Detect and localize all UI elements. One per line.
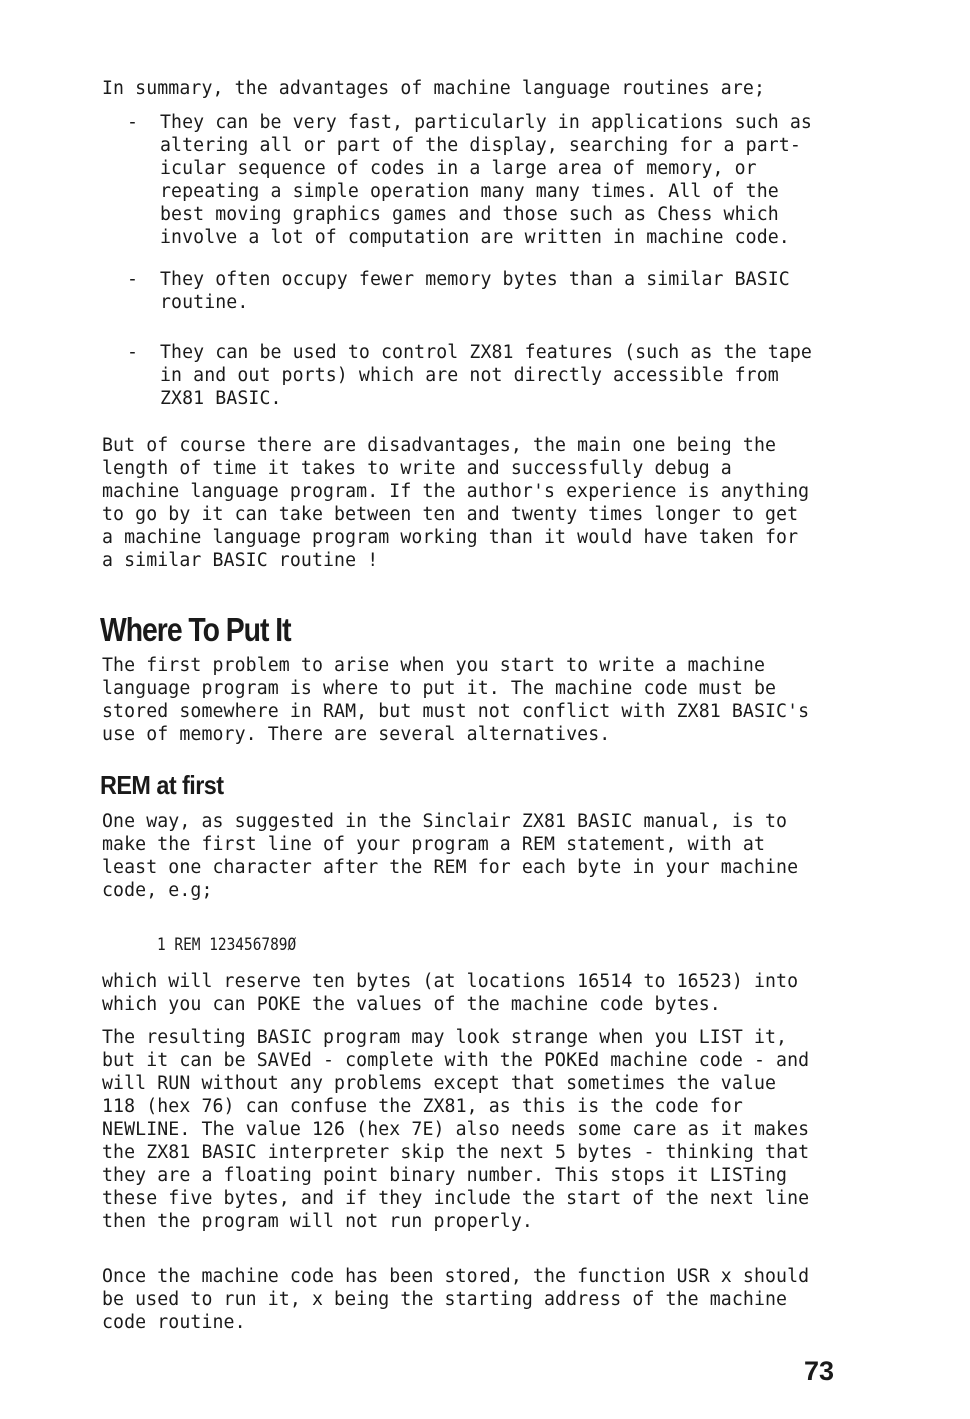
reserve-paragraph: which will reserve ten bytes (at locations 16514 to 16523) into which you can POKE the values of the machine code bytes. (102, 971, 799, 1015)
subsection-heading: REM at first (100, 770, 224, 800)
bullet-marker: - (127, 269, 138, 290)
bullet-marker: - (127, 112, 138, 133)
rem-paragraph: One way, as suggested in the Sinclair ZX81 BASIC manual, is to make the first line of your program a REM statement, with at least one character after the REM for each byte in your machine code, e.g; (102, 811, 799, 901)
section-paragraph: The first problem to arise when you start to write a machine language program is where to put it. The machine code must be stored somewhere in RAM, but must not conflict with ZX81 BASIC's use of memory. There are several alternatives. (102, 655, 810, 745)
code-example: 1 REM 123456789Ø (157, 935, 297, 955)
bullet-memory: They often occupy fewer memory bytes than a similar BASIC routine. (160, 269, 790, 313)
bullet-speed: They can be very fast, particularly in applications such as altering all or part of the display, searching for a part- icular sequence of codes in a large area of memory, or repeating a simple operation many many times. All of the best moving graphics games and those such as Chess which involve a lot of computation are written in machine code. (160, 112, 812, 248)
bullet-control: They can be used to control ZX81 features (such as the tape in and out ports) which are not directly accessible from ZX81 BASIC. (160, 342, 812, 409)
page-number: 73 (804, 1356, 835, 1386)
usr-paragraph: Once the machine code has been stored, the function USR x should be used to run it, x being the starting address of the machine code routine. (102, 1266, 810, 1333)
intro-paragraph: In summary, the advantages of machine language routines are; (102, 78, 765, 99)
section-heading: Where To Put It (100, 611, 291, 648)
resulting-paragraph: The resulting BASIC program may look strange when you LIST it, but it can be SAVEd - complete with the POKEd machine code - and will RUN without any problems except that sometimes the value 118 (hex 76) can confuse the ZX81, as this is the code for NEWLINE. The value 126 (hex 7E) also needs some care as it makes the ZX81 BASIC interpreter skip the next 5 bytes - thinking that they are a floating point binary number. This stops it LISTing these five bytes, and if they include the start of the next line then the program will not run properly. (102, 1027, 810, 1232)
bullet-marker: - (127, 342, 138, 363)
disadvantages-paragraph: But of course there are disadvantages, the main one being the length of time it takes to write and successfully debug a machine language program. If the author's experience is anything to go by it can take between ten and twenty times longer to get a machine language program working than it would have taken for a similar BASIC routine ! (102, 435, 810, 571)
